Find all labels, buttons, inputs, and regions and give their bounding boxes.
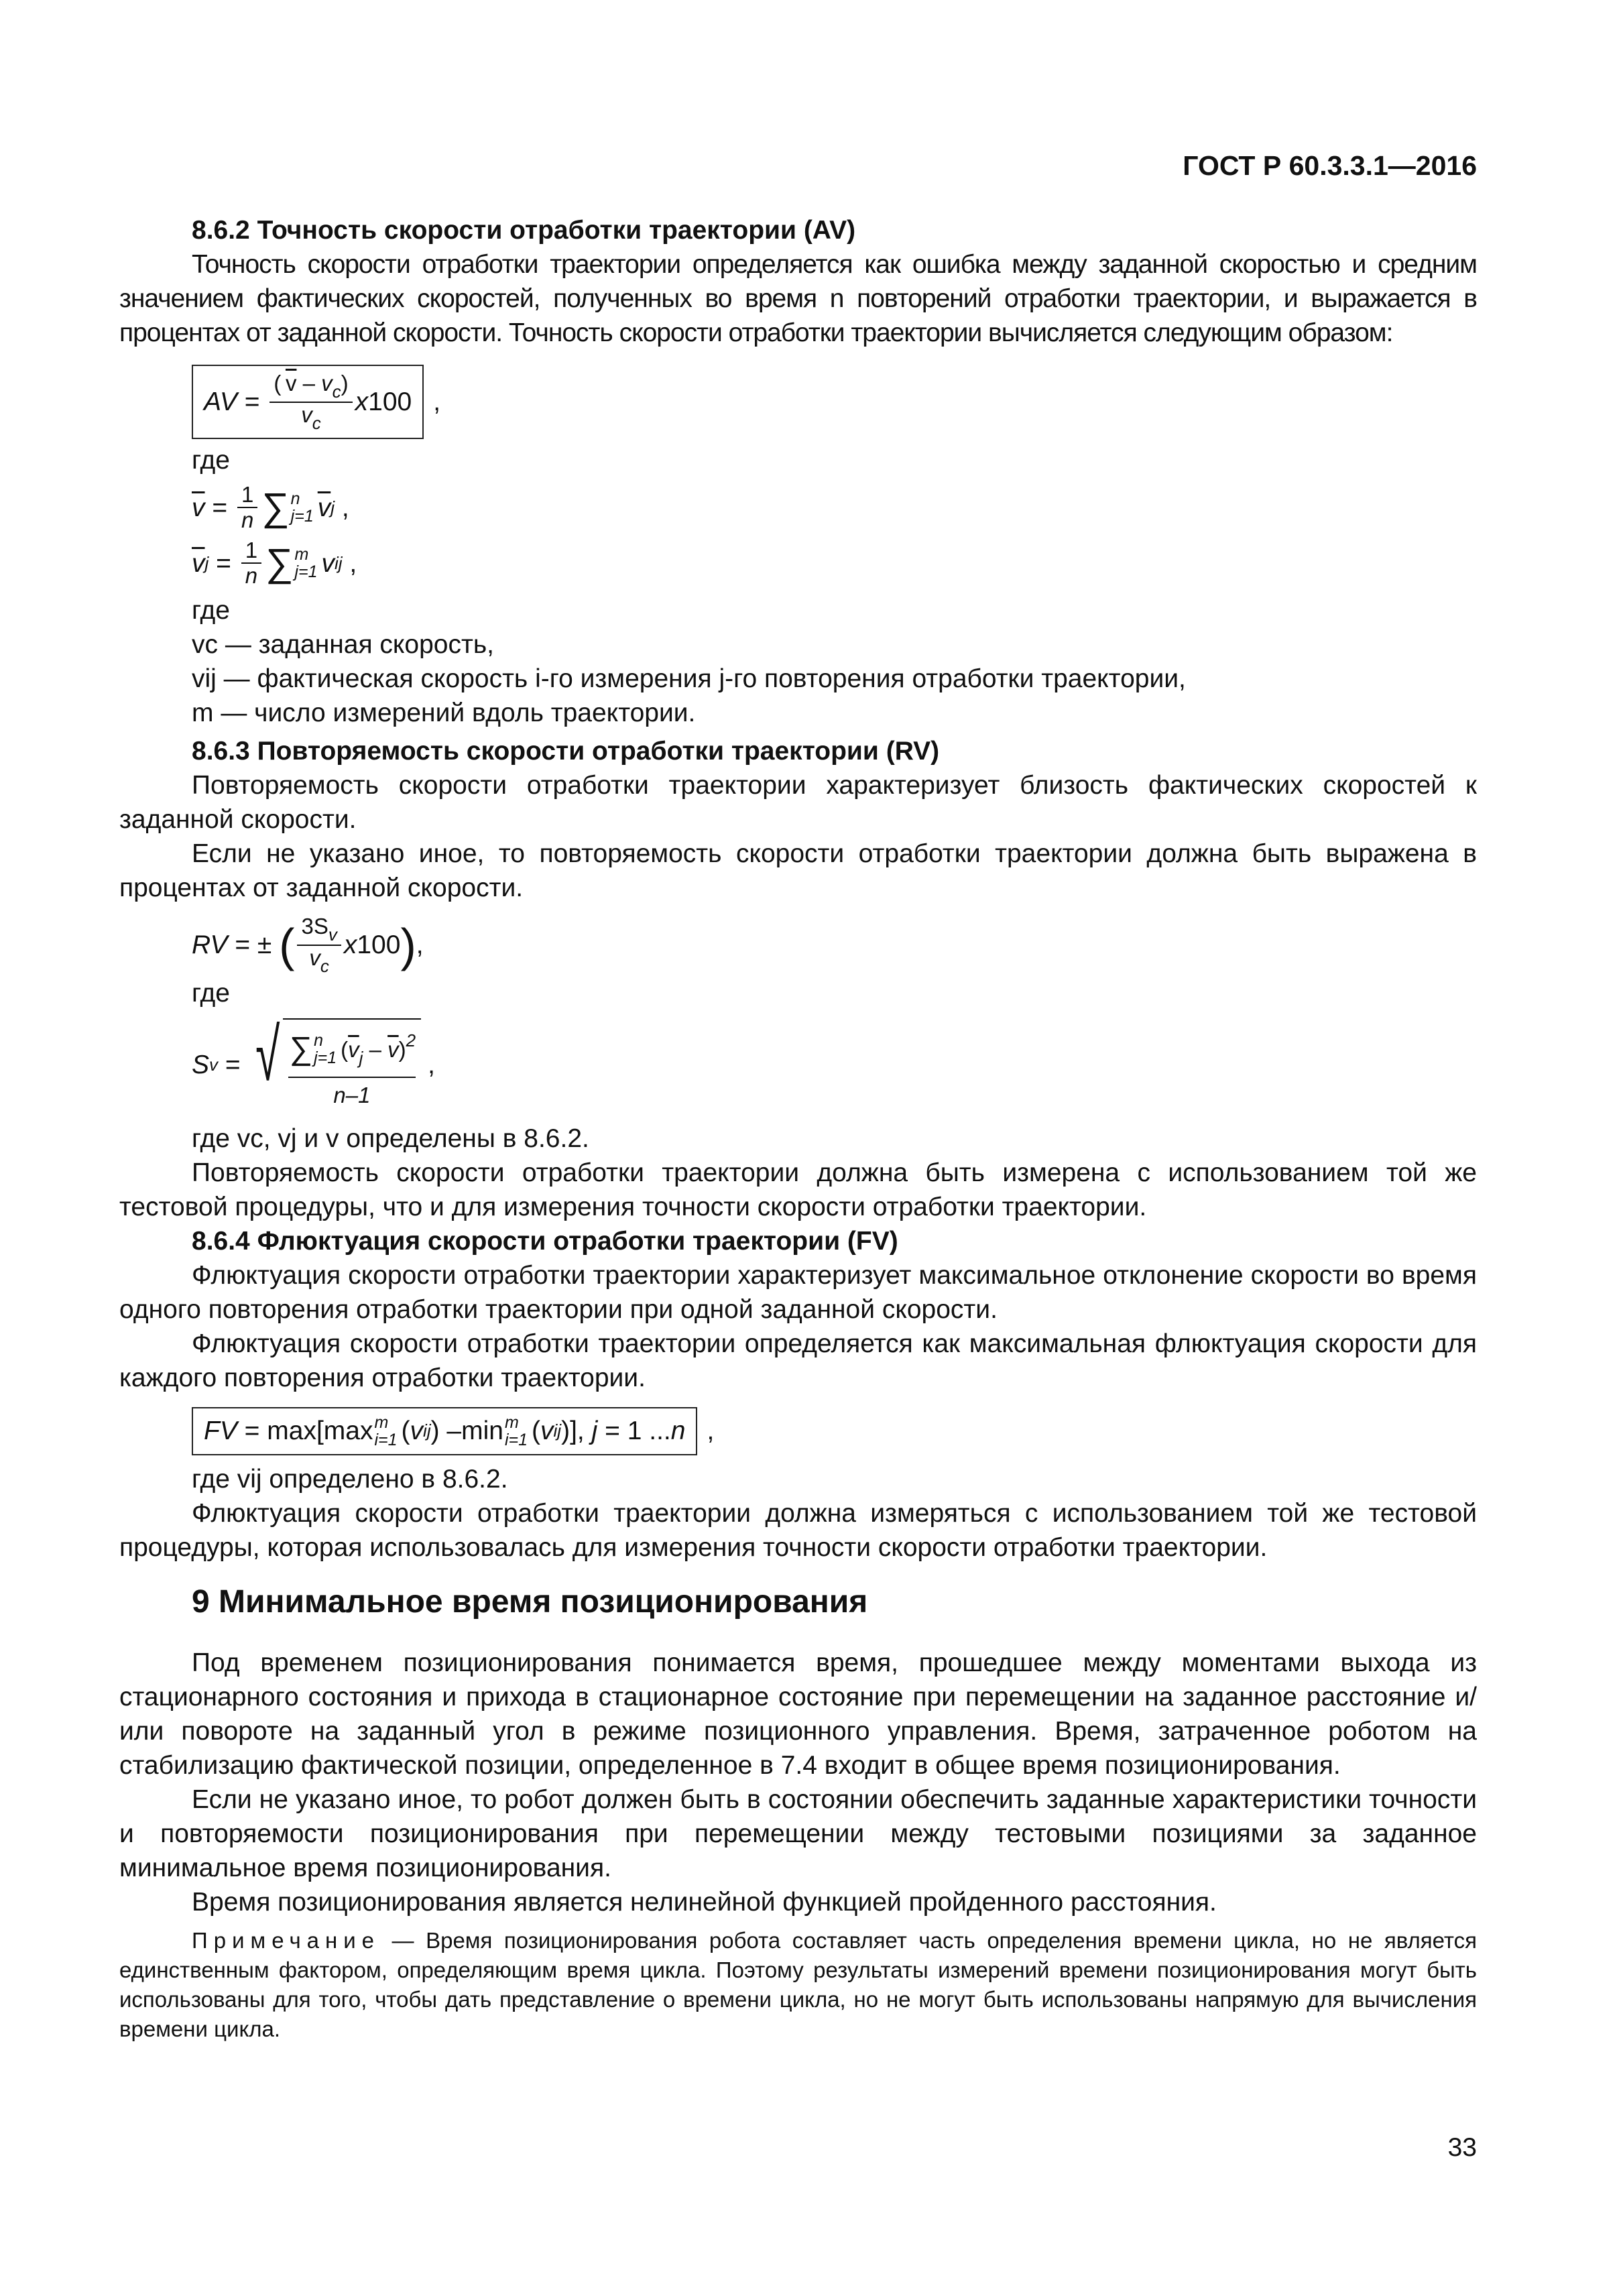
where-label-2: где	[192, 596, 230, 625]
page-number: 33	[1447, 2133, 1477, 2162]
where-label-3: где	[192, 978, 230, 1008]
formula-fv: FV = max[max m i=1 ( v ij ) –min m i=1 ( v ij )], j = 1 ... n ,	[192, 1407, 1477, 1455]
formula-rv: RV = ± ( $\frac{3S_v}{v_c}$ x 100 ) ,	[192, 914, 424, 976]
section-8-6-4-paragraph-2: Флюктуация скорости отработки траектории определяется как максимальная флюктуация скорости для каждого повторения отработки траектории.	[119, 1329, 1477, 1392]
section-9-title: 9 Минимальное время позиционирования	[192, 1583, 868, 1620]
section-9-paragraph-3: Время позиционирования является нелинейной функцией пройденного расстояния.	[192, 1887, 1217, 1917]
note-text: — Время позиционирования робота составляет часть определения времени цикла, но не является единственным фактором, определяющим время цикла. Поэтому результаты измерений времени позиционирования могут быть использованы для того, чтобы дать представление о времени цикла, но не могут быть использованы напрямую для вычисления времени цикла.	[119, 1927, 1477, 2041]
formula-fv-box: FV = max[max m i=1 ( v ij ) –min m i=1 ( v ij )], j = 1 ... n	[192, 1407, 697, 1455]
where-label-1: где	[192, 446, 230, 475]
definition-vc: vc — заданная скорость,	[192, 630, 494, 660]
section-8-6-4-paragraph-3: Флюктуация скорости отработки траектории должна измеряться с использованием той же тестовой процедуры, которая использовалась для измерения точности скорости отработки траектории.	[119, 1498, 1477, 1562]
section-8-6-3-paragraph-3: Повторяемость скорости отработки траектории должна быть измерена с использованием той же тестовой процедуры, что и для измерения точности скорости отработки траектории.	[119, 1158, 1477, 1221]
note-label: Примечание	[192, 1927, 381, 1953]
section-8-6-4-title: 8.6.4 Флюктуация скорости отработки траектории (FV)	[192, 1226, 898, 1256]
section-9-paragraph-2: Если не указано иное, то робот должен быть в состоянии обеспечить заданные характеристики точности и повторяемости позиционирования при перемещении между тестовыми позициями за заданное минимальное время позиционирования.	[119, 1785, 1477, 1882]
section-8-6-4-paragraph-1: Флюктуация скорости отработки траектории характеризует максимальное отклонение скорости во время одного повторения отработки траектории при одной заданной скорости.	[119, 1260, 1477, 1324]
section-8-6-3-paragraph-1: Повторяемость скорости отработки траектории характеризует близость фактических скоростей к заданной скорости.	[119, 771, 1477, 835]
page-content	[119, 213, 1477, 2044]
definition-m: m — число измерений вдоль траектории.	[192, 699, 696, 728]
section-8-6-3-where-defined: где vc, vj и v определены в 8.6.2.	[192, 1124, 589, 1153]
section-9-paragraph-1: Под временем позиционирования понимается время, прошедшее между моментами выхода из стационарного состояния и прихода в стационарное состояние при перемещении на заданное расстояние и/или повороте на заданный угол в режиме позиционного управления. Время, затраченное роботом на стабилизацию фактической позиции, определенное в 7.4 входит в общее время позиционирования.	[119, 1648, 1477, 1780]
formula-av: AV = $\frac{( \overline{v} - v_c)}{v_c}$ x 100 ,	[192, 365, 1477, 439]
section-8-6-2-title: 8.6.2 Точность скорости отработки траектории (AV)	[192, 216, 856, 245]
section-8-6-3-title: 8.6.3 Повторяемость скорости отработки траектории (RV)	[192, 737, 940, 766]
section-8-6-2-paragraph: Точность скорости отработки траектории определяется как ошибка между заданной скоростью и средним значением фактических скоростей, полученных во время n повторений отработки траектории, и выражается в процентах от заданной скорости. Точность скорости отработки траектории вычисляется следующим образом:	[119, 250, 1477, 347]
section-8-6-4-where-defined: где vij определено в 8.6.2.	[192, 1464, 508, 1494]
formula-vjbar: $\overline{v}$ j = $\frac{1}{n}$ ∑ m j=1 v ij ,	[192, 537, 357, 589]
section-9-note	[119, 1926, 1477, 2044]
definition-vij: vij — фактическая скорость i-го измерения j-го повторения отработки траектории,	[192, 664, 1186, 694]
section-8-6-3-paragraph-2: Если не указано иное, то повторяемость скорости отработки траектории должна быть выражена в процентах от заданной скорости.	[119, 839, 1477, 903]
formula-vbar: $\overline{v}$ = $\frac{1}{n}$ ∑ n j=1 $\overline{v}$ j ,	[192, 482, 349, 533]
standard-header: ГОСТ Р 60.3.3.1—2016	[1183, 150, 1477, 181]
formula-sv: S v = √ ∑ n j=1 $(\overline{v}_j - \overline{v})^2$ n–1 ,	[192, 1018, 1477, 1112]
formula-av-box: AV = $\frac{( \overline{v} - v_c)}{v_c}$ x 100	[192, 365, 424, 439]
